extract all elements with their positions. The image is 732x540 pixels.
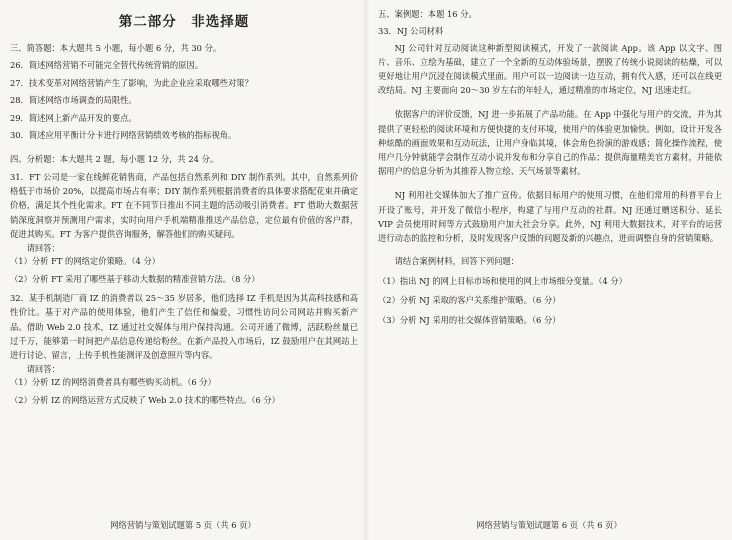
question-32-prompt: 请回答： [26, 364, 60, 375]
part-title: 第二部分 非选择题 [118, 14, 250, 30]
question-31-prompt: 请回答： [26, 242, 60, 253]
section-5-heading: 五、案例题：本题 16 分。 [378, 9, 477, 19]
case-paragraph-3: NJ 利用社交媒体加大了推广宣传。依据目标用户的使用习惯，在他们常用的科普平台上开设了账号，并开发了微信小程序，构建了与用户互动的社群。NJ 还通过赠送积分、延长 VIP 会员使用时间等方式鼓励用户加大社会分享。此外，NJ 利用大数据技术，对平台的运营进行动态的监控和分析，及时发现客户反馈的问题及新的兴趣点，进而调整自身的营销策略。 [378, 190, 722, 244]
case-prompt: 请结合案例材料，回答下列问题： [394, 256, 520, 267]
question-29: 29．简述网上新产品开发的要点。 [10, 112, 137, 123]
question-27: 27．技术变革对网络营销产生了影响，为此企业应采取哪些对策？ [10, 77, 253, 88]
case-paragraph-2: 依据客户的评价反馈，NJ 进一步拓展了产品功能。在 App 中强化与用户的交流，并为其提供了更轻松的阅读环境和方便快捷的支付环境，使用户的体验更加愉快。例如，设计开发各种炫酷的画面效果和互动玩法，让用户身临其境，体会角色扮演的游戏感；简化操作流程，使用户几分钟就能学会制作互动小说并发布和分享自己的作品；提供海量精美官方素材，并能依据用户的信息分析为其推荐人物立绘、天气场景等素材。 [378, 109, 722, 177]
question-31-part-1: （1）分析 FT 的网络定价策略。（4 分） [10, 256, 161, 267]
question-33-part-3: （3）分析 NJ 采用的社交媒体营销策略。（6 分） [378, 314, 561, 325]
question-32-part-1: （1）分析 IZ 的网络消费者具有哪些购买动机。（6 分） [10, 377, 216, 388]
question-33-part-1: （1）指出 NJ 的网上目标市场和使用的网上市场细分变量。（4 分） [378, 275, 627, 286]
question-32-part-2: （2）分析 IZ 的网络运营方式反映了 Web 2.0 技术的哪些特点。（6 分） [10, 395, 280, 406]
question-28: 28．简述网络市场调查的局限性。 [10, 95, 137, 106]
question-33-part-2: （2）分析 NJ 采取的客户关系维护策略。（6 分） [378, 295, 561, 306]
question-32-text: 32．某手机制造厂商 IZ 的消费者以 25～35 岁居多，他们选择 IZ 手机是因为其高科技感和高性价比。基于对产品的使用体验，他们产生了信任和偏爱，习惯性访问公司网站并购买新产品。借助 Web 2.0 技术，IZ 通过社交媒体与用户保持沟通。公司开通了微博，活跃粉丝量已过千万，能够第一时间把产品信息传递给粉丝。在新产品投入市场后，IZ 鼓励用户在其网站上进行讨论、留言，上传手机性能测评及创意照片等内容。 [10, 293, 358, 360]
page-6-footer: 网络营销与策划试题第 6 页（共 6 页） [476, 520, 622, 530]
question-31-text: 31．FT 公司是一家在线鲜花销售商，产品包括自然系列和 DIY 制作系列。其中，自然系列价格低于市场价 20%，以提高市场占有率；DIY 制作系列根据消费者的具体要求搭配花束并确定价格，满足其个性化需求。FT 在不同节日推出不同主题的活动吸引消费者。FT 借助大数据营销深度洞察并预测用户需求，实时向用户手机端精准推送产品信息，定位最有价值的客户群，促进其购买。FT 为客户提供咨询服务，解答他们的购买疑问。 [10, 171, 358, 239]
question-30: 30．简述应用平衡计分卡进行网络营销绩效考核的指标视角。 [10, 130, 237, 141]
page-6 [366, 0, 732, 540]
question-26: 26．简述网络营销不可能完全替代传统营销的原因。 [10, 60, 204, 70]
page-5-footer: 网络营销与策划试题第 5 页（共 6 页） [110, 520, 256, 530]
section-4-heading: 四、分析题：本大题共 2 题，每小题 12 分，共 24 分。 [10, 153, 219, 164]
section-3-heading: 三、简答题：本大题共 5 小题，每小题 6 分，共 30 分。 [10, 43, 222, 53]
question-31-part-2: （2）分析 FT 采用了哪些基于移动大数据的精准营销方法。（8 分） [10, 274, 260, 285]
case-paragraph-1: NJ 公司针对互动阅读这种新型阅读模式，开发了一款阅读 App。该 App 以文字、图片、音乐、立绘为基础，建立了一个全新的互动体验场景，摆脱了传统小说阅读的枯燥，可以更好地让用户沉浸在阅读模式里面。用户可以一边阅读一边互动，拥有代入感，还可以在线更改结局。NJ 主要面向 20～30 岁左右的年轻人，通过精准的市场定位，NJ 迅速走红。 [378, 42, 722, 96]
question-33-title: 33．NJ 公司材料 [378, 26, 444, 36]
